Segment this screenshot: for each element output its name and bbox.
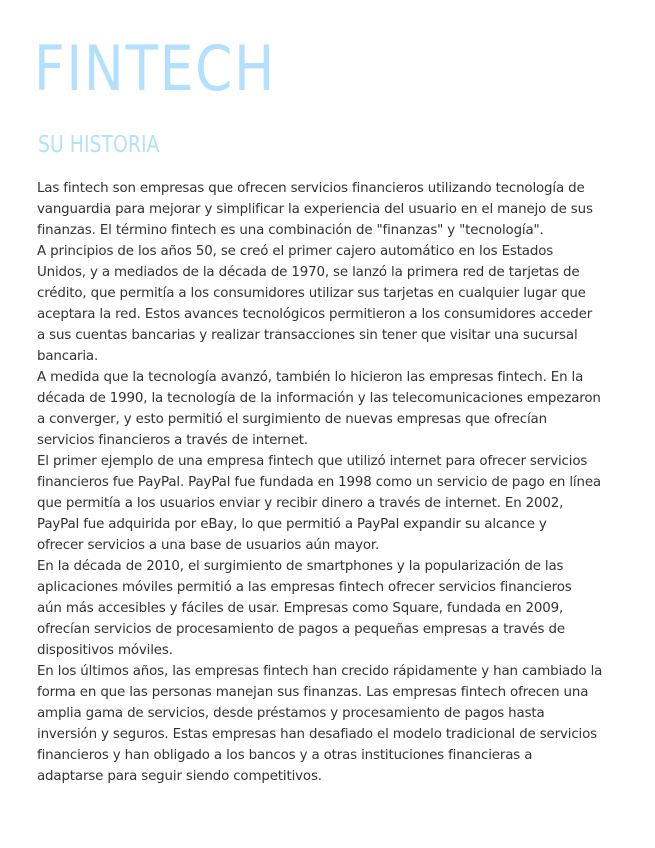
document-body	[37, 178, 627, 787]
text-line: Las fintech son empresas que ofrecen servicios financieros utilizando tecnología de	[37, 181, 585, 196]
text-line: A medida que la tecnología avanzó, también lo hicieron las empresas fintech. En la	[37, 370, 584, 385]
text-line: a converger, y esto permitió el surgimiento de nuevas empresas que ofrecían	[37, 412, 547, 427]
text-line: inversión y seguros. Estas empresas han desafiado el modelo tradicional de servicios	[37, 727, 598, 742]
text-line: En la década de 2010, el surgimiento de smartphones y la popularización de las	[37, 559, 564, 574]
text-line: adaptarse para seguir siendo competitivos.	[37, 769, 322, 784]
text-line: ofrecer servicios a una base de usuarios aún mayor.	[37, 538, 380, 553]
text-line: crédito, que permitía a los consumidores utilizar sus tarjetas en cualquier lugar que	[37, 286, 586, 301]
paragraph-paypal	[37, 451, 627, 556]
text-line: A principios de los años 50, se creó el primer cajero automático en los Estados	[37, 244, 554, 259]
text-line: El primer ejemplo de una empresa fintech que utilizó internet para ofrecer servicios	[37, 454, 588, 469]
paragraph-2010s	[37, 556, 627, 661]
text-line: década de 1990, la tecnología de la información y las telecomunicaciones empezaron	[37, 391, 601, 406]
text-line: En los últimos años, las empresas fintech han crecido rápidamente y han cambiado la	[37, 664, 603, 679]
paragraph-1950s	[37, 241, 627, 367]
text-line: PayPal fue adquirida por eBay, lo que permitió a PayPal expandir su alcance y	[37, 517, 547, 532]
document-subtitle: SU HISTORIA	[38, 132, 160, 158]
text-line: vanguardia para mejorar y simplificar la experiencia del usuario en el manejo de sus	[37, 202, 593, 217]
text-line: ofrecían servicios de procesamiento de pagos a pequeñas empresas a través de	[37, 622, 565, 637]
paragraph-recent	[37, 661, 627, 787]
text-line: Unidos, y a mediados de la década de 1970, se lanzó la primera red de tarjetas de	[37, 265, 580, 280]
text-line: que permitía a los usuarios enviar y recibir dinero a través de internet. En 2002,	[37, 496, 564, 511]
text-line: financieros y han obligado a los bancos y a otras instituciones financieras a	[37, 748, 533, 763]
text-line: aplicaciones móviles permitió a las empresas fintech ofrecer servicios financieros	[37, 580, 572, 595]
document-title: FINTECH	[34, 32, 276, 105]
text-line: amplia gama de servicios, desde préstamos y procesamiento de pagos hasta	[37, 706, 545, 721]
text-line: a sus cuentas bancarias y realizar transacciones sin tener que visitar una sucursal	[37, 328, 578, 343]
text-line: servicios financieros a través de internet.	[37, 433, 309, 448]
text-line: finanzas. El término fintech es una combinación de "finanzas" y "tecnología".	[37, 223, 544, 238]
text-line: forma en que las personas manejan sus finanzas. Las empresas fintech ofrecen una	[37, 685, 589, 700]
text-line: aún más accesibles y fáciles de usar. Empresas como Square, fundada en 2009,	[37, 601, 564, 616]
text-line: financieros fue PayPal. PayPal fue fundada en 1998 como un servicio de pago en línea	[37, 475, 601, 490]
paragraph-intro	[37, 178, 627, 241]
text-line: dispositivos móviles.	[37, 643, 173, 658]
text-line: aceptara la red. Estos avances tecnológicos permitieron a los consumidores acceder	[37, 307, 593, 322]
paragraph-1990s	[37, 367, 627, 451]
text-line: bancaria.	[37, 349, 99, 364]
